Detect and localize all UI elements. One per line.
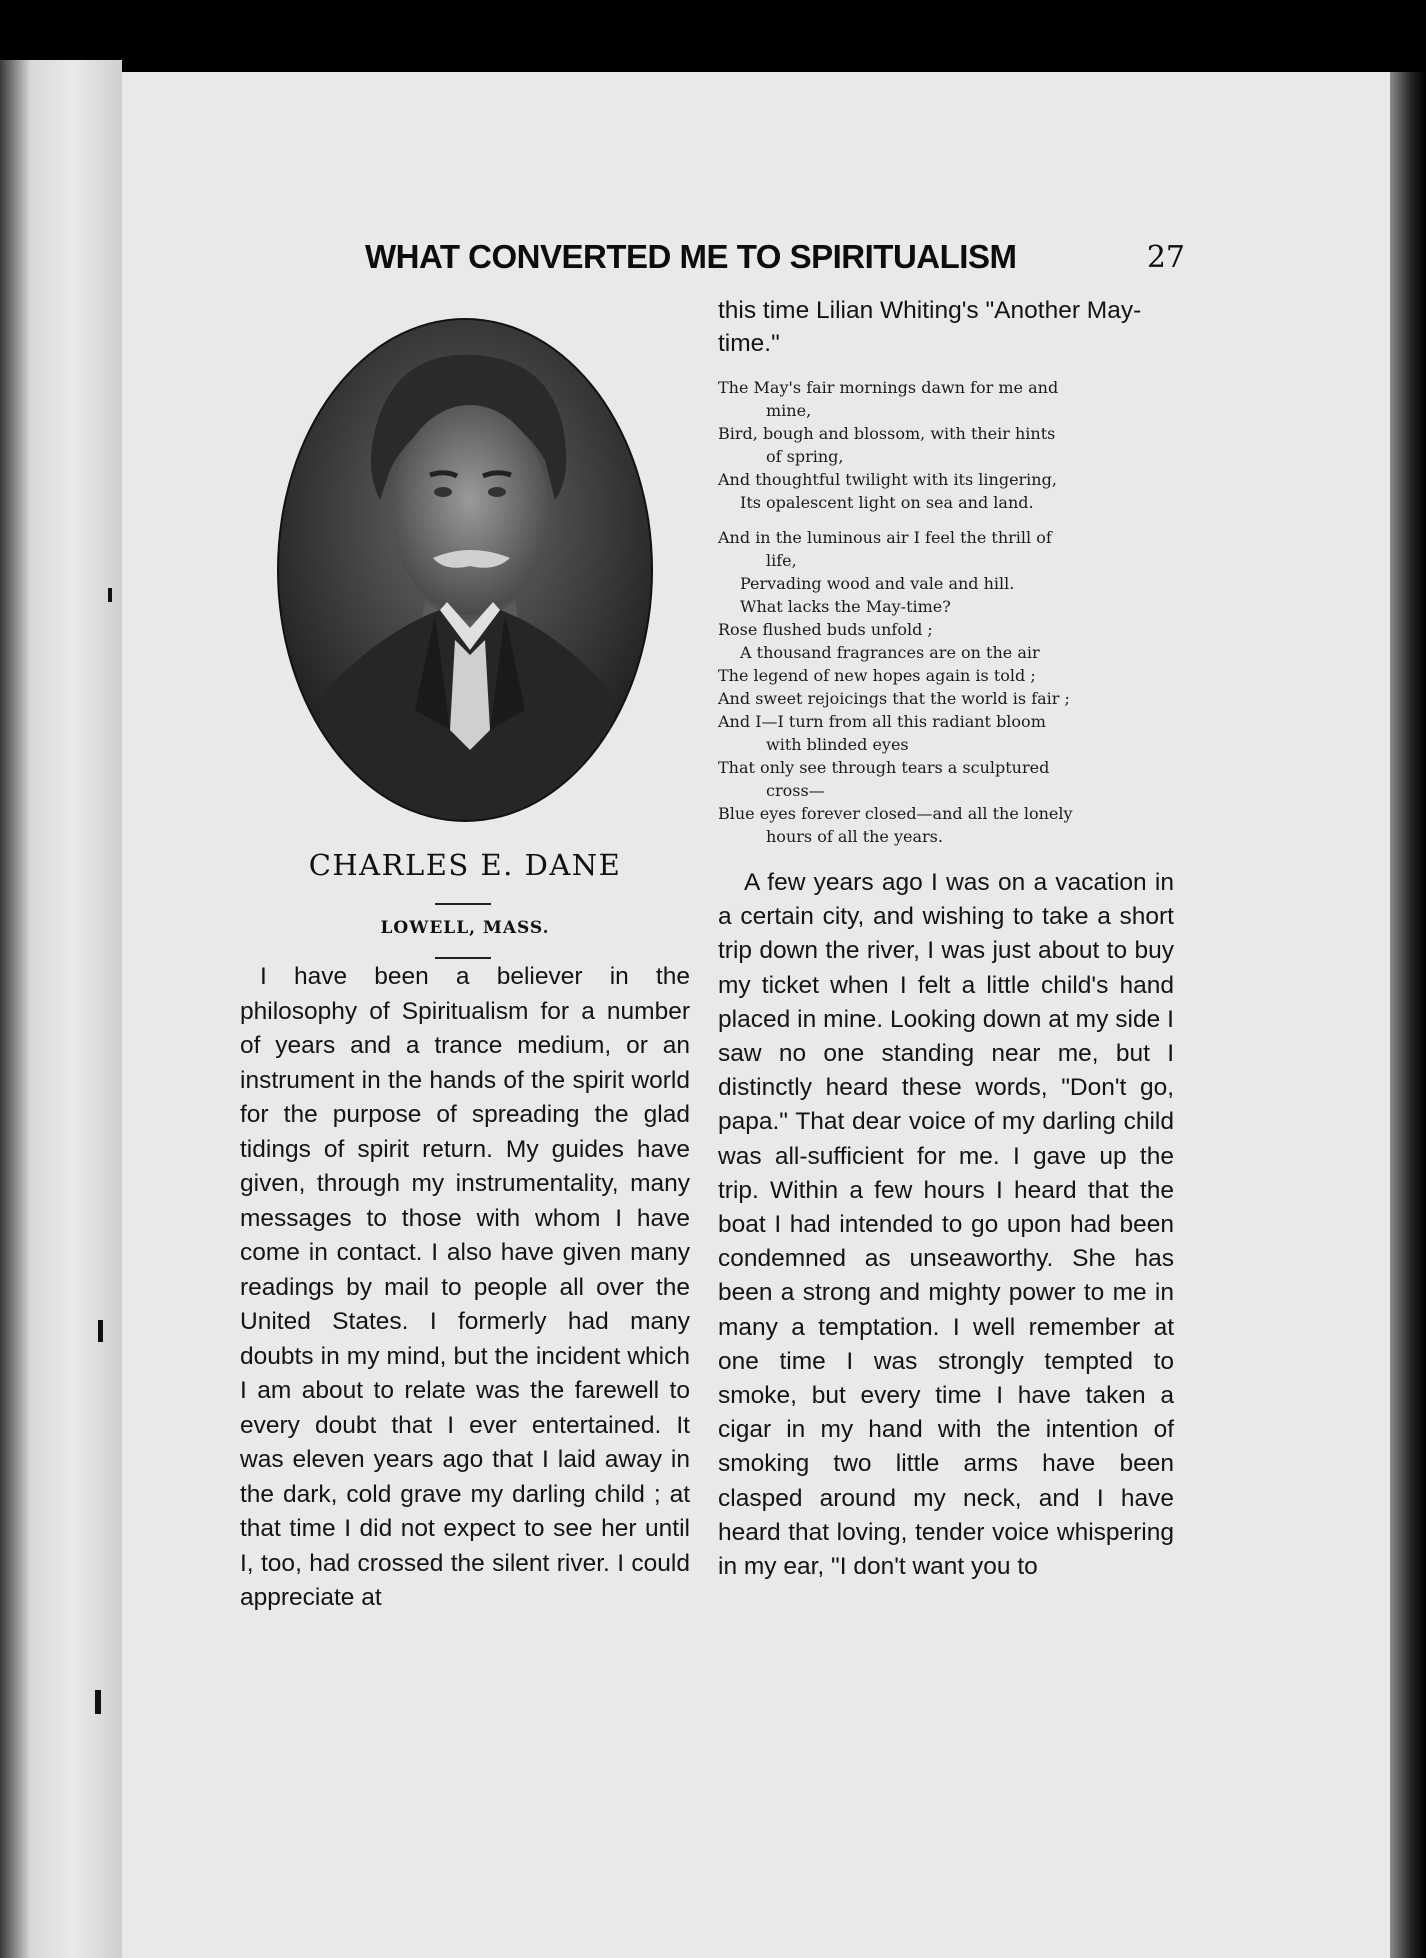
scan-speck	[108, 588, 112, 602]
facing-page-edge	[0, 60, 122, 1958]
poem-line: And sweet rejoicings that the world is fair ;	[718, 689, 1070, 708]
page-number: 27	[1146, 240, 1185, 275]
poem-line: Rose flushed buds unfold ;	[718, 620, 933, 639]
poem-line: with blinded eyes	[766, 735, 909, 754]
poem-line: What lacks the May-time?	[740, 597, 951, 616]
poem-line: That only see through tears a sculptured	[718, 758, 1050, 777]
poem-line: The legend of new hopes again is told ;	[718, 666, 1036, 685]
caption-rule-top	[435, 903, 491, 905]
scan-speck	[98, 1320, 103, 1342]
poem-line: And in the luminous air I feel the thrill of	[718, 528, 1052, 547]
poem-line: mine,	[766, 401, 812, 420]
poem-line: And thoughtful twilight with its lingering,	[718, 470, 1057, 489]
poem-line: And I—I turn from all this radiant bloom	[718, 712, 1046, 731]
portrait-caption-name: CHARLES E. DANE	[308, 848, 622, 882]
poem-line: A thousand fragrances are on the air	[740, 643, 1040, 662]
page-header	[365, 238, 1185, 288]
left-column-text	[240, 960, 690, 1616]
poem-line: The May's fair mornings dawn for me and	[718, 378, 1059, 397]
poem-line: life,	[766, 551, 797, 570]
poem-stanza-2	[718, 526, 1174, 848]
running-title: WHAT CONVERTED ME TO SPIRITUALISM	[365, 238, 1017, 275]
page-edge-shadow	[1390, 72, 1426, 1958]
poem-line: of spring,	[766, 447, 844, 466]
poem-line: hours of all the years.	[766, 827, 943, 846]
poem-line: cross—	[766, 781, 825, 800]
scan-speck	[95, 1690, 101, 1714]
left-paragraph: I have been a believer in the philosophy of Spiritualism for a number of years and a trance medium, or an instrument in the hands of the spirit world for the purpose of spreading the glad tidings of spirit return. My guides have given, through my instrumentality, many messages to those with whom I have come in contact. I also have given many readings by mail to people all over the United States. I formerly had many doubts in my mind, but the incident which I am about to relate was the farewell to every doubt that I ever entertained. It was eleven years ago that I laid away in the dark, cold grave my darling child ; at that time I did not expect to see her until I, too, had crossed the silent river. I could appreciate at	[240, 963, 690, 1611]
poem-line: Blue eyes forever closed—and all the lonely	[718, 804, 1073, 823]
caption-rule-bottom	[435, 957, 491, 959]
right-column-intro: this time Lilian Whiting's "Another May-time."	[718, 297, 1142, 357]
quoted-poem	[718, 376, 1174, 860]
poem-stanza-1	[718, 376, 1174, 514]
right-paragraph: A few years ago I was on a vacation in a certain city, and wishing to take a short trip down the river, I was just about to buy my ticket when I felt a little child's hand placed in mine. Looking down at my side I saw no one standing near me, but I distinctly heard these words, "Don't go, papa." That dear voice of my darling child was all-sufficient for me. I gave up the trip. Within a few hours I heard that the boat I had intended to go upon had been condemned as unseaworthy. She has been a strong and mighty power to me in many a temptation. I well remember at one time I was strongly tempted to smoke, but every time I have taken a cigar in my hand with the intention of smoking two little arms have been clasped around my neck, and I have heard that loving, tender voice whispering in my ear, "I don't want you to	[718, 869, 1174, 1581]
poem-line: Bird, bough and blossom, with their hints	[718, 424, 1056, 443]
poem-line: Pervading wood and vale and hill.	[740, 574, 1015, 593]
portrait-photo	[265, 310, 665, 830]
poem-line: Its opalescent light on sea and land.	[740, 493, 1034, 512]
right-column-text	[718, 866, 1174, 1584]
portrait-caption-place: LOWELL, MASS.	[380, 918, 550, 938]
